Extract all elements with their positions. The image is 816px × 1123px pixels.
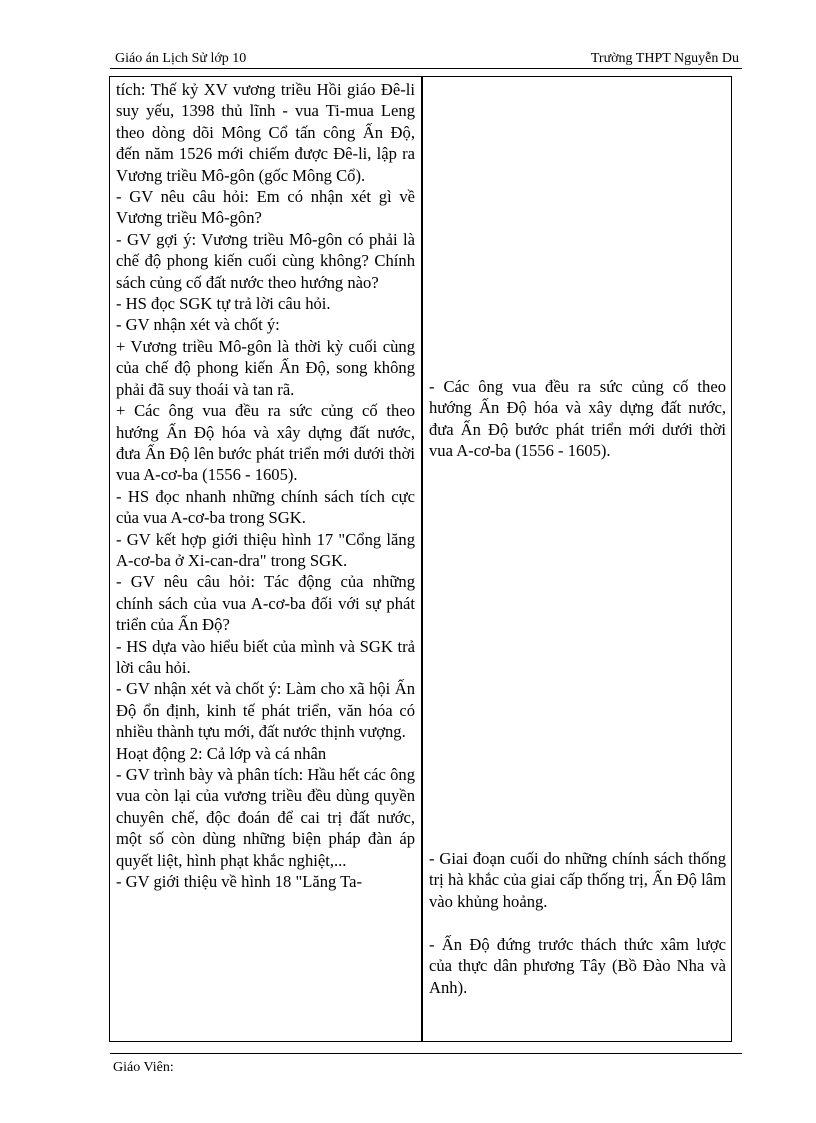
lesson-table xyxy=(109,76,732,1042)
activity-paragraph: + Vương triều Mô-gôn là thời kỳ cuối cùng của chế độ phong kiến Ấn Độ, song không phải đã suy thoái và tan rã. xyxy=(116,336,415,399)
activity-paragraph: tích: Thế kỷ XV vương triều Hồi giáo Đê-li suy yếu, 1398 thủ lĩnh - vua Ti-mua Leng theo dòng dõi Mông Cổ tấn công Ấn Độ, đến năm 1526 mới chiếm được Đê-li, lập ra Vương triều Mô-gôn (gốc Mông Cổ). xyxy=(116,80,415,185)
knowledge-paragraph: - Các ông vua đều ra sức củng cố theo hướng Ấn Độ hóa và xây dựng đất nước, đưa Ấn Độ bước phát triển mới dưới thời vua A-cơ-ba (1556 - 1605). xyxy=(429,377,726,461)
header-school: Trường THPT Nguyễn Du xyxy=(590,51,739,66)
knowledge-block xyxy=(429,848,726,912)
footer-teacher-label: Giáo Viên: xyxy=(113,1060,174,1075)
activity-paragraph: - GV nhận xét và chốt ý: xyxy=(116,315,280,335)
header-rule xyxy=(110,68,742,69)
activity-paragraph: - HS đọc nhanh những chính sách tích cực của vua A-cơ-ba trong SGK. xyxy=(116,486,415,528)
activity-paragraph: - GV gợi ý: Vương triều Mô-gôn có phải là chế độ phong kiến cuối cùng không? Chính sách củng cố đất nước theo hướng nào? xyxy=(116,229,415,292)
column-divider xyxy=(421,77,423,1041)
activity-paragraph: - GV nêu câu hỏi: Tác động của những chính sách của vua A-cơ-ba đối với sự phát triển của Ấn Độ? xyxy=(116,572,415,635)
footer-rule xyxy=(110,1053,742,1054)
activity-paragraph: - GV trình bày và phân tích: Hầu hết các ông vua còn lại của vương triều đều dùng quyền chuyên chế, độc đoán để cai trị đất nước, một số còn dùng những biện pháp đàn áp quyết liệt, hình phạt khắc nghiệt,... xyxy=(116,765,415,870)
activity-paragraph: - HS đọc SGK tự trả lời câu hỏi. xyxy=(116,294,331,314)
knowledge-paragraph: - Ấn Độ đứng trước thách thức xâm lược của thực dân phương Tây (Bồ Đào Nha và Anh). xyxy=(429,935,726,997)
activity-paragraph: - GV giới thiệu về hình 18 "Lăng Ta- xyxy=(116,872,363,892)
header-subject: Giáo án Lịch Sử lớp 10 xyxy=(115,51,247,66)
activities-column xyxy=(116,79,415,1041)
activity-heading: Hoạt động 2: Cả lớp và cá nhân xyxy=(116,743,327,763)
activity-paragraph: - HS dựa vào hiểu biết của mình và SGK trả lời câu hỏi. xyxy=(116,636,415,677)
knowledge-block xyxy=(429,376,726,462)
knowledge-paragraph: - Giai đoạn cuối do những chính sách thống trị hà khắc của giai cấp thống trị, Ấn Độ lâm vào khủng hoảng. xyxy=(429,849,726,911)
knowledge-block xyxy=(429,934,726,998)
activity-paragraph: - GV nhận xét và chốt ý: Làm cho xã hội Ấn Độ ổn định, kinh tế phát triển, văn hóa có nhiều thành tựu mới, đất nước thịnh vượng. xyxy=(116,679,415,742)
activity-paragraph: - GV nêu câu hỏi: Em có nhận xét gì về Vương triều Mô-gôn? xyxy=(116,187,415,228)
page-header xyxy=(113,48,741,68)
activity-paragraph: + Các ông vua đều ra sức củng cố theo hướng Ấn Độ hóa và xây dựng đất nước, đưa Ấn Độ lên bước phát triển mới dưới thời vua A-cơ-ba (1556 - 1605). xyxy=(116,401,415,485)
activity-paragraph: - GV kết hợp giới thiệu hình 17 "Cổng lăng A-cơ-ba ở Xi-can-dra" trong SGK. xyxy=(116,529,415,570)
